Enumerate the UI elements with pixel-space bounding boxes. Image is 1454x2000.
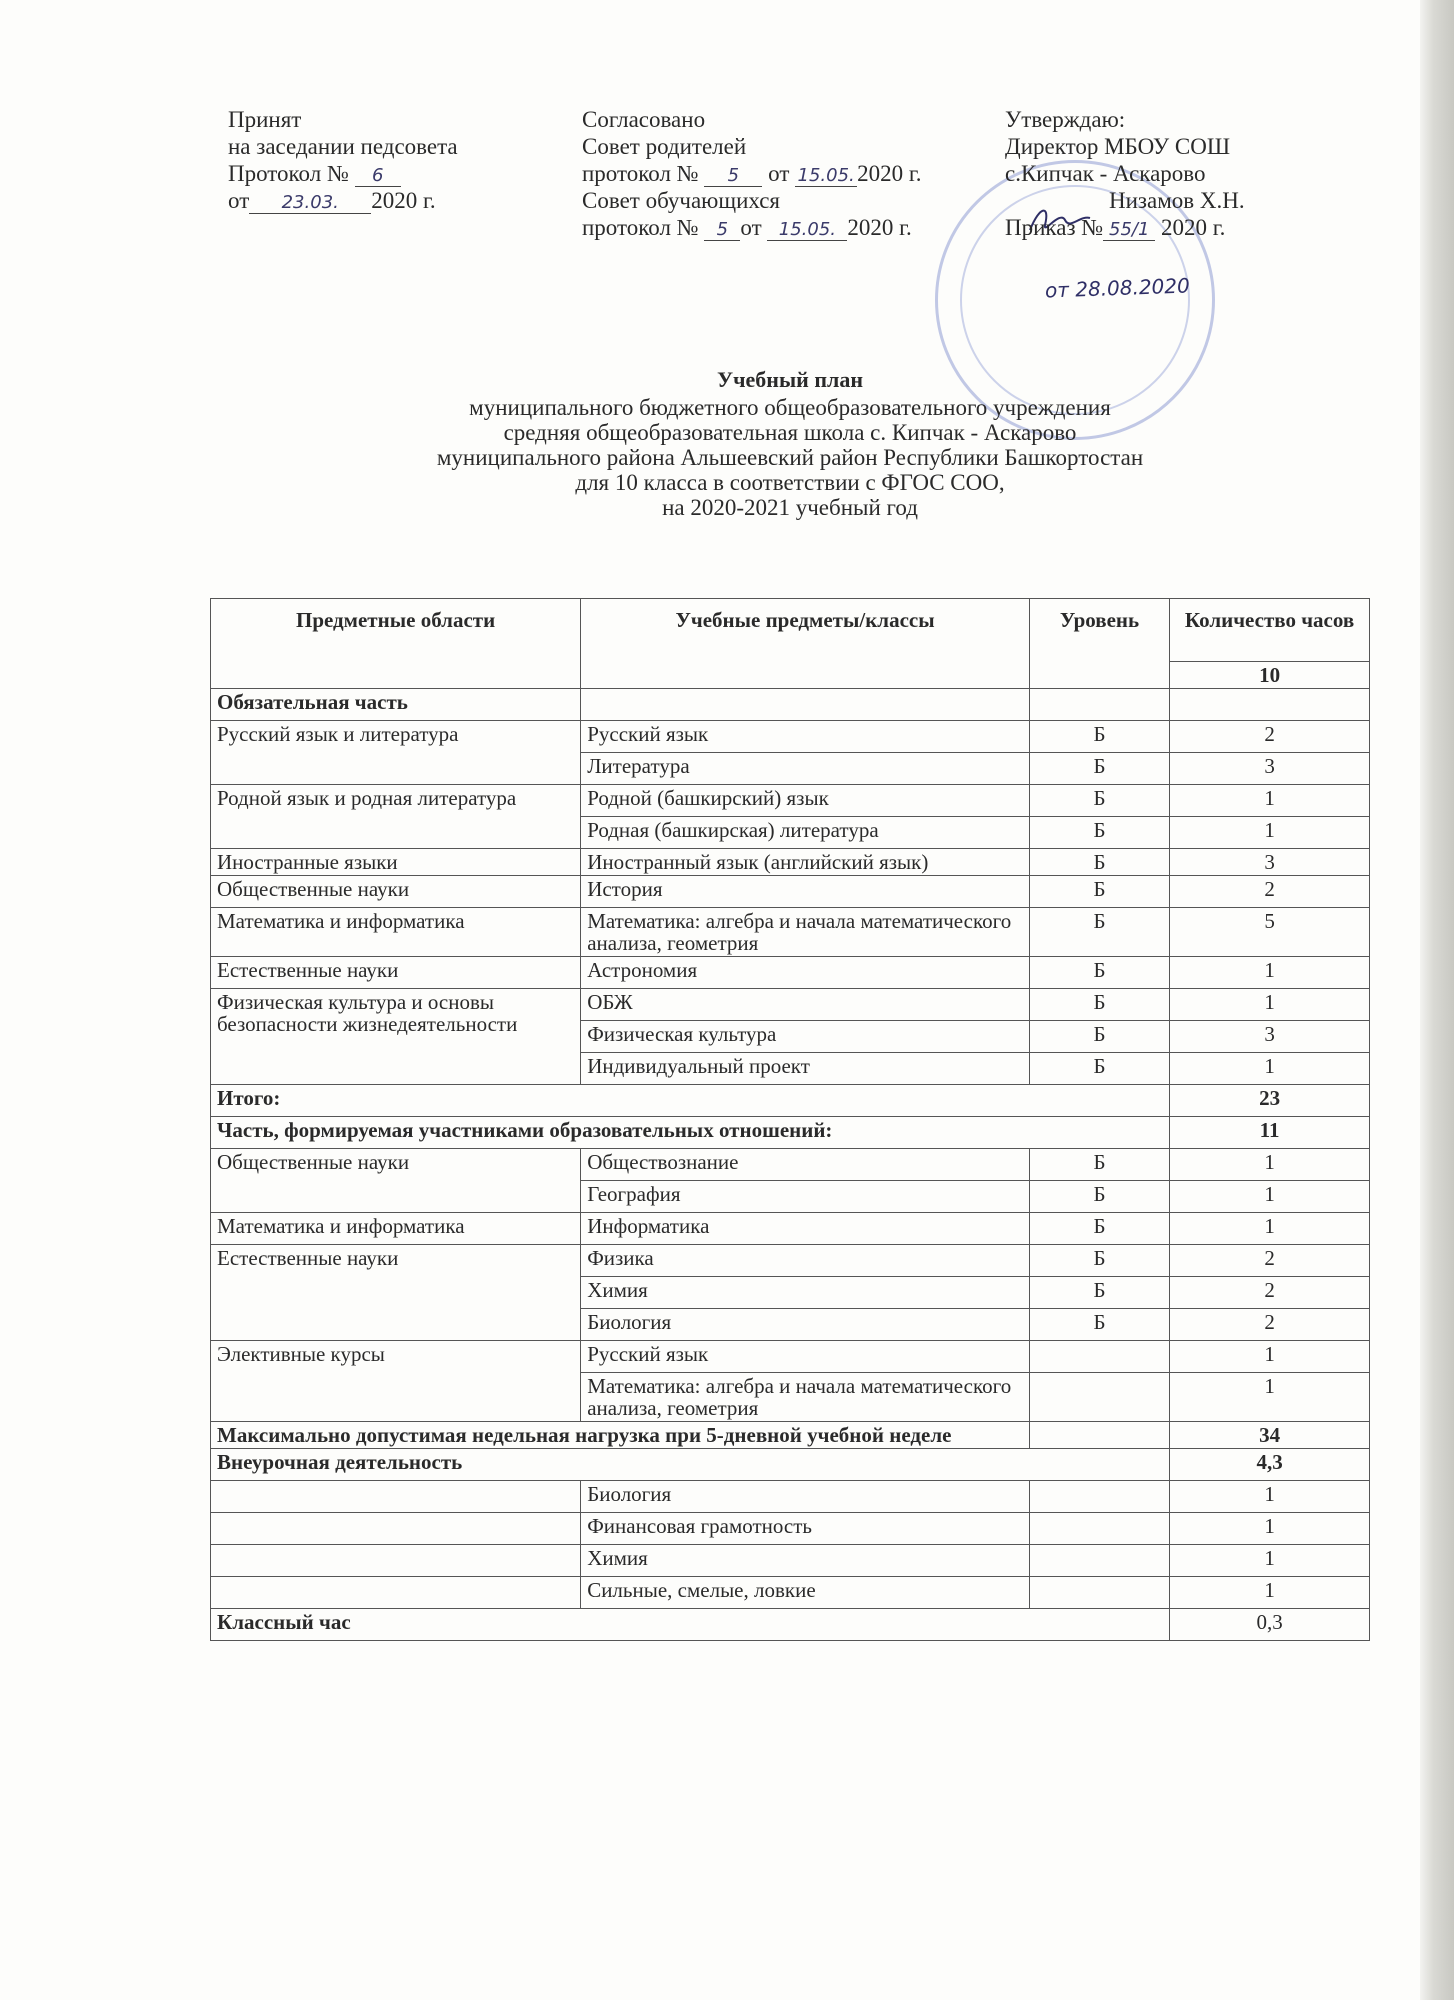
subject-cell: Биология [581, 1481, 1030, 1513]
order-date-handwritten: от 28.08.2020 [1044, 273, 1191, 303]
subject-cell: Иностранный язык (английский язык) [581, 849, 1030, 876]
table-row [211, 1341, 1370, 1373]
level-cell: Б [1029, 1181, 1169, 1213]
approve-order [1005, 214, 1245, 241]
hours-cell: 1 [1170, 1481, 1370, 1513]
optional-label: Часть, формируемая участниками образовательных отношений: [211, 1117, 1170, 1149]
hours-cell: 1 [1170, 1545, 1370, 1577]
table-row [211, 876, 1370, 908]
level-cell: Б [1029, 849, 1169, 876]
hours-cell: 2 [1170, 876, 1370, 908]
hours-cell: 1 [1170, 1513, 1370, 1545]
area-cell: Естественные науки [211, 1245, 581, 1341]
total-row [211, 1085, 1370, 1117]
hours-cell: 1 [1170, 817, 1370, 849]
subject-cell: Математика: алгебра и начала математического анализа, геометрия [581, 908, 1030, 957]
table-row [211, 721, 1370, 753]
subject-cell: Физическая культура [581, 1021, 1030, 1053]
optional-hours: 11 [1170, 1117, 1370, 1149]
area-cell: Математика и информатика [211, 908, 581, 957]
level-cell: Б [1029, 876, 1169, 908]
hours-cell: 2 [1170, 1309, 1370, 1341]
subject-cell: Русский язык [581, 1341, 1030, 1373]
order-label: Приказ № [1005, 215, 1104, 240]
hours-cell: 1 [1170, 785, 1370, 817]
agreed-protocol2 [582, 214, 921, 241]
title-line5: для 10 класса в соответствии с ФГОС СОО, [575, 470, 1005, 495]
date-handwritten: 23.03. [249, 193, 371, 214]
hours-cell: 1 [1170, 989, 1370, 1021]
level-cell: Б [1029, 753, 1169, 785]
area-cell: Русский язык и литература [211, 721, 581, 785]
table-row [211, 957, 1370, 989]
hours-cell: 5 [1170, 908, 1370, 957]
max-load-label: Максимально допустимая недельная нагрузка при 5-дневной учебной неделе [211, 1422, 1030, 1449]
table-row [211, 989, 1370, 1021]
subject-cell: Астрономия [581, 957, 1030, 989]
subject-cell: Родная (башкирская) литература [581, 817, 1030, 849]
accepted-line1: Принят [228, 107, 302, 132]
class-hour-label: Классный час [211, 1609, 1170, 1641]
level-cell: Б [1029, 989, 1169, 1021]
area-cell: Элективные курсы [211, 1341, 581, 1422]
table-row [211, 1245, 1370, 1277]
subject-cell: ОБЖ [581, 989, 1030, 1021]
extracurricular-hours: 4,3 [1170, 1449, 1370, 1481]
subject-cell: Химия [581, 1277, 1030, 1309]
hours-cell: 2 [1170, 721, 1370, 753]
hours-cell: 1 [1170, 1053, 1370, 1085]
protocol-label: протокол № [582, 161, 699, 186]
approve-line4: Низамов Х.Н. [1109, 188, 1245, 213]
subject-cell: Русский язык [581, 721, 1030, 753]
title-line3: средняя общеобразовательная школа с. Кипчак - Аскарово [503, 420, 1077, 445]
total-label: Итого: [211, 1085, 1170, 1117]
level-cell: Б [1029, 1149, 1169, 1181]
date-suffix: 2020 г. [371, 188, 436, 213]
table-row [211, 1577, 1370, 1609]
section-label: Обязательная часть [211, 689, 581, 721]
approve-line3: с.Кипчак - Аскарово [1005, 161, 1206, 186]
protocol-number: 5 [704, 220, 740, 241]
subject-cell: Химия [581, 1545, 1030, 1577]
hours-cell: 1 [1170, 1577, 1370, 1609]
subject-cell: Финансовая грамотность [581, 1513, 1030, 1545]
title-line4: муниципального района Альшеевский район Республики Башкортостан [436, 445, 1144, 470]
extracurricular-label: Внеурочная деятельность [211, 1449, 1170, 1481]
hours-cell: 1 [1170, 1341, 1370, 1373]
hours-cell: 1 [1170, 1373, 1370, 1422]
class-hour-row [211, 1609, 1370, 1641]
area-cell: Иностранные языки [211, 849, 581, 876]
accepted-block [228, 106, 458, 214]
year-label: 2020 г. [857, 161, 922, 186]
agreed-line4: Совет обучающихся [582, 188, 781, 213]
subject-cell: География [581, 1181, 1030, 1213]
area-cell: Общественные науки [211, 1149, 581, 1213]
date-handwritten: 15.05. [767, 220, 847, 241]
total-hours: 23 [1170, 1085, 1370, 1117]
level-cell: Б [1029, 785, 1169, 817]
agreed-protocol1 [582, 160, 921, 187]
level-cell: Б [1029, 957, 1169, 989]
subject-cell: История [581, 876, 1030, 908]
class-hour-hours: 0,3 [1170, 1609, 1370, 1641]
hours-cell: 3 [1170, 849, 1370, 876]
level-cell: Б [1029, 817, 1169, 849]
level-cell: Б [1029, 908, 1169, 957]
area-cell: Общественные науки [211, 876, 581, 908]
hours-cell: 2 [1170, 1245, 1370, 1277]
order-number: 55/1 [1103, 220, 1155, 241]
subject-cell: Информатика [581, 1213, 1030, 1245]
approve-line1: Утверждаю: [1005, 107, 1126, 132]
table-row [211, 908, 1370, 957]
table-row [211, 1513, 1370, 1545]
level-cell: Б [1029, 721, 1169, 753]
subject-cell: Индивидуальный проект [581, 1053, 1030, 1085]
level-cell [1029, 1341, 1169, 1373]
title-line2: муниципального бюджетного общеобразовательного учреждения [469, 395, 1111, 420]
approve-block [1005, 106, 1245, 241]
accepted-date [228, 187, 458, 214]
section-row [211, 689, 1370, 721]
level-cell: Б [1029, 1021, 1169, 1053]
subject-cell: Литература [581, 753, 1030, 785]
level-cell: Б [1029, 1053, 1169, 1085]
area-cell: Естественные науки [211, 957, 581, 989]
scan-edge [1420, 0, 1454, 2000]
level-cell: Б [1029, 1277, 1169, 1309]
date-prefix: от [228, 188, 250, 213]
subject-cell: Родной (башкирский) язык [581, 785, 1030, 817]
protocol-number: 5 [704, 166, 762, 187]
year-label: 2020 г. [847, 215, 912, 240]
protocol-label: протокол № [582, 215, 699, 240]
accepted-line2: на заседании педсовета [228, 134, 458, 159]
level-cell: Б [1029, 1245, 1169, 1277]
document-title [200, 365, 1380, 520]
hours-cell: 1 [1170, 1149, 1370, 1181]
table-row [211, 1481, 1370, 1513]
optional-section-row [211, 1117, 1370, 1149]
from-label: от [740, 215, 762, 240]
table-row [211, 785, 1370, 817]
accepted-protocol [228, 160, 458, 187]
agreed-line1: Согласовано [582, 107, 706, 132]
hours-cell: 1 [1170, 957, 1370, 989]
hours-cell: 1 [1170, 1213, 1370, 1245]
table-row [211, 1545, 1370, 1577]
level-cell: Б [1029, 1309, 1169, 1341]
area-cell: Родной язык и родная литература [211, 785, 581, 849]
hours-cell: 3 [1170, 753, 1370, 785]
extracurricular-row [211, 1449, 1370, 1481]
title-line6: на 2020-2021 учебный год [662, 495, 918, 520]
curriculum-table [210, 598, 1370, 1641]
max-load-hours: 34 [1170, 1422, 1370, 1449]
header-hours: Количество часов [1170, 599, 1370, 662]
title-main: Учебный план [716, 367, 864, 392]
level-cell: Б [1029, 1213, 1169, 1245]
hours-cell: 2 [1170, 1277, 1370, 1309]
header-level: Уровень [1029, 599, 1169, 689]
subject-cell: Математика: алгебра и начала математического анализа, геометрия [581, 1373, 1030, 1422]
year-label: 2020 г. [1160, 215, 1226, 240]
area-cell: Математика и информатика [211, 1213, 581, 1245]
protocol-number: 6 [355, 166, 401, 187]
subject-cell: Сильные, смелые, ловкие [581, 1577, 1030, 1609]
area-cell: Физическая культура и основы безопасности жизнедеятельности [211, 989, 581, 1085]
hours-cell: 3 [1170, 1021, 1370, 1053]
date-handwritten: 15.05. [795, 166, 857, 187]
agreed-block [582, 106, 921, 241]
protocol-label: Протокол № [228, 161, 349, 186]
subject-cell: Физика [581, 1245, 1030, 1277]
level-cell [1029, 1373, 1169, 1422]
header-subject: Учебные предметы/классы [581, 599, 1030, 689]
table-header-row [211, 599, 1370, 662]
hours-cell: 1 [1170, 1181, 1370, 1213]
agreed-line2: Совет родителей [582, 134, 747, 159]
max-load-row [211, 1422, 1370, 1449]
header-grade: 10 [1170, 662, 1370, 689]
subject-cell: Обществознание [581, 1149, 1030, 1181]
table-row [211, 849, 1370, 876]
table-row [211, 1213, 1370, 1245]
approve-line2: Директор МБОУ СОШ [1005, 134, 1231, 159]
from-label: от [768, 161, 790, 186]
table-row [211, 1149, 1370, 1181]
header-area: Предметные области [211, 599, 581, 689]
subject-cell: Биология [581, 1309, 1030, 1341]
